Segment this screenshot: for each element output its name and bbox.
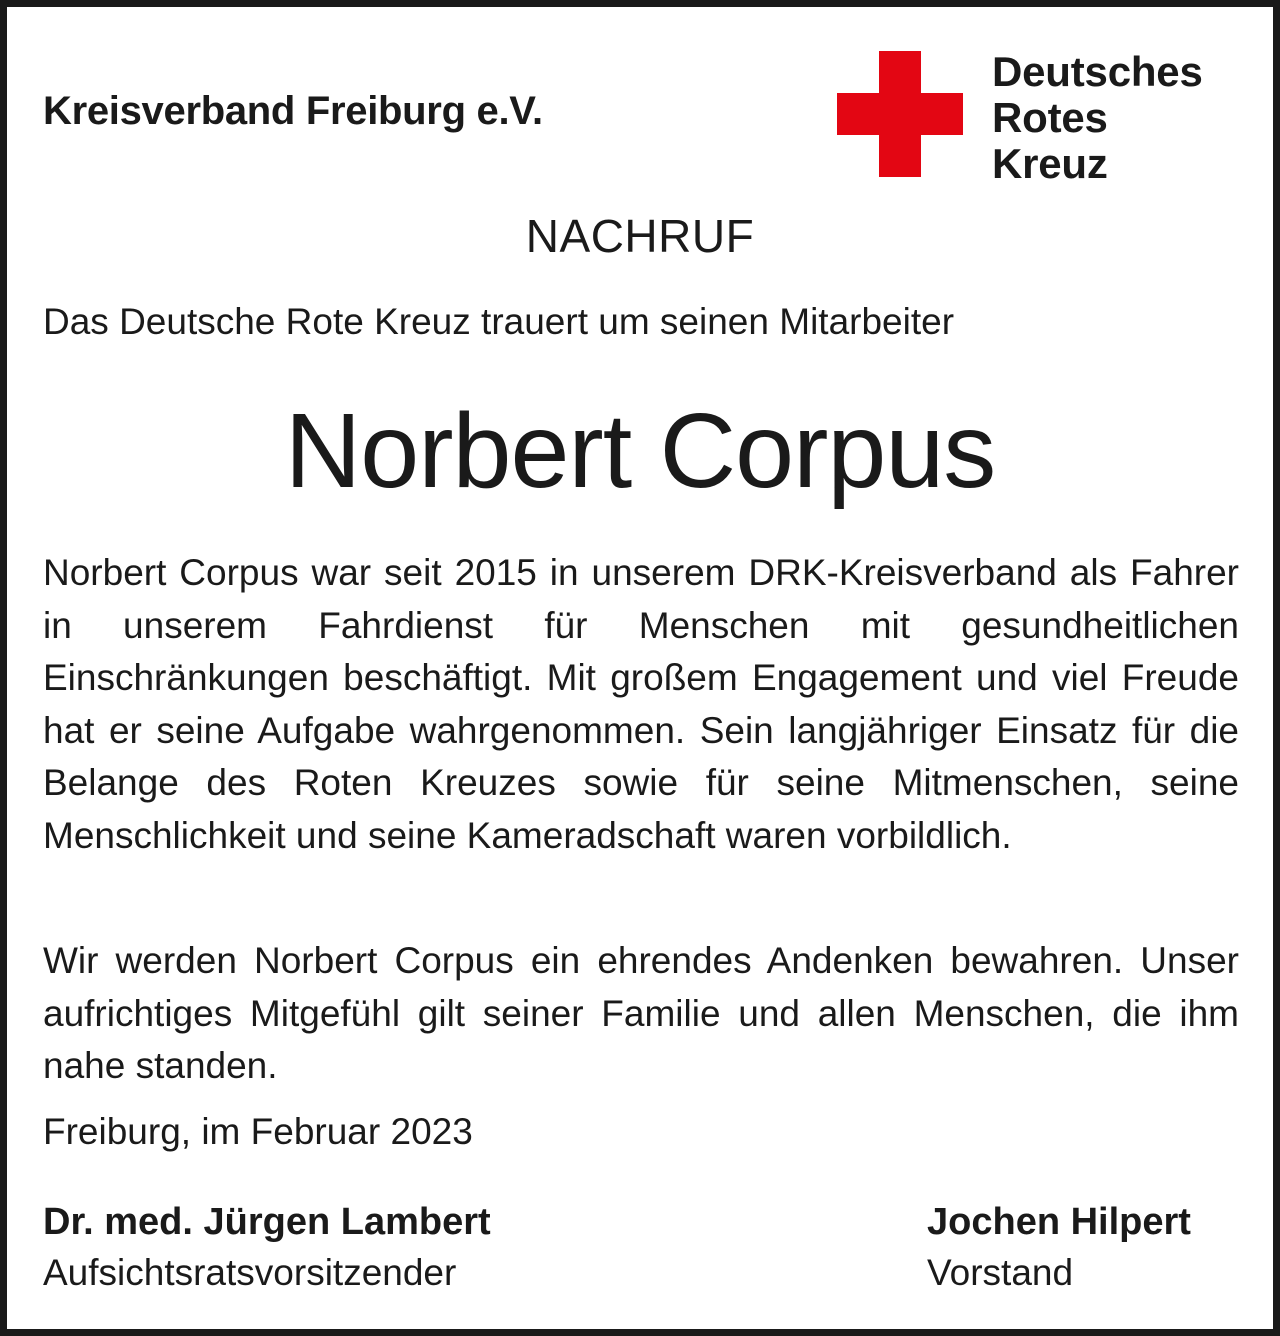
intro-text: Das Deutsche Rote Kreuz trauert um seinen Mitarbeiter xyxy=(43,301,955,342)
notice-heading: NACHRUF xyxy=(525,210,755,262)
signatory-right xyxy=(927,1197,1191,1299)
deceased-name: Norbert Corpus xyxy=(284,392,996,510)
logo-line-2: Rotes xyxy=(992,94,1108,141)
signatory-role: Vorstand xyxy=(927,1252,1074,1293)
logo-line-1: Deutsches xyxy=(992,48,1203,95)
signatory-name: Jochen Hilpert xyxy=(927,1201,1191,1243)
signatory-role: Aufsichtsratsvorsitzender xyxy=(43,1252,457,1293)
signatory-name: Dr. med. Jürgen Lambert xyxy=(43,1201,491,1243)
red-cross-logo xyxy=(837,48,1247,191)
logo-line-3: Kreuz xyxy=(992,140,1108,187)
logo-wordmark xyxy=(992,49,1203,187)
red-cross-icon xyxy=(837,51,963,177)
signatory-left xyxy=(43,1197,491,1299)
organization-name: Kreisverband Freiburg e.V. xyxy=(43,89,543,133)
place-date: Freiburg, im Februar 2023 xyxy=(43,1111,473,1152)
body-paragraph-2: Wir werden Norbert Corpus ein ehrendes Andenken bewahren. Unser aufrichtiges Mitgefühl gilt seiner Familie und allen Menschen, die ihm nahe standen. xyxy=(43,940,1239,1086)
body-paragraph-1: Norbert Corpus war seit 2015 in unserem DRK-Kreisverband als Fahrer in unserem Fahrdienst für Menschen mit gesundheitlichen Einschränkungen beschäftigt. Mit großem Engagement und viel Freude hat er seine Aufgabe wahrgenommen. Sein langjähriger Einsatz für die Belange des Roten Kreuzes sowie für seine Mitmenschen, seine Menschlichkeit und seine Kameradschaft waren vorbildlich. xyxy=(43,552,1239,856)
